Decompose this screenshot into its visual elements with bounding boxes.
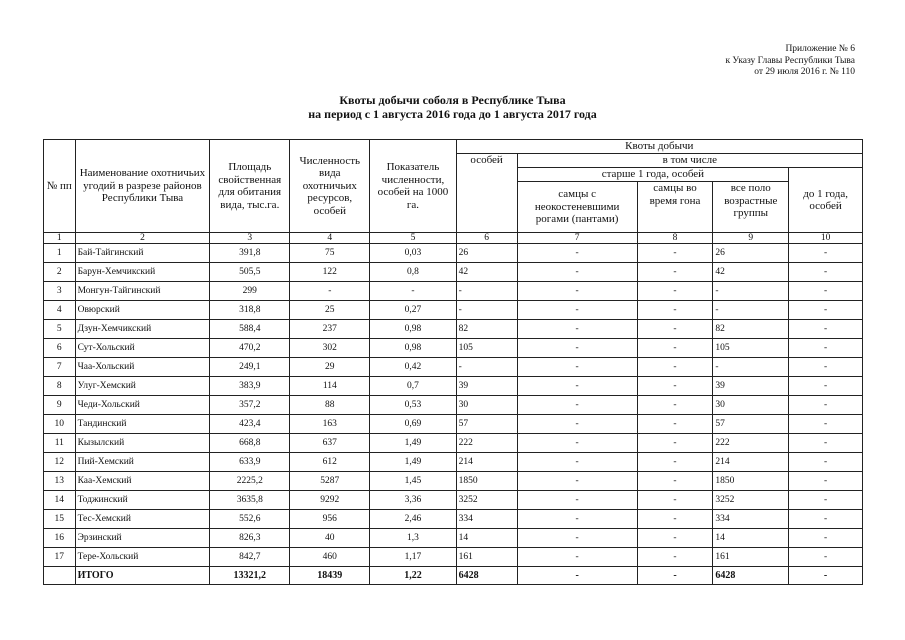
header-older: старше 1 года, особей <box>517 168 789 182</box>
quota-males-rut: - <box>637 491 713 510</box>
area-value: 318,8 <box>210 301 290 320</box>
row-number: 9 <box>44 396 76 415</box>
row-number: 17 <box>44 548 76 567</box>
area-value: 299 <box>210 282 290 301</box>
quota-total: 1850 <box>456 472 517 491</box>
total-area: 13321,2 <box>210 567 290 585</box>
title-line: Квоты добычи соболя в Республике Тыва <box>339 93 566 107</box>
row-number: 6 <box>44 339 76 358</box>
header-young: до 1 года, особей <box>789 168 863 233</box>
row-number: 7 <box>44 358 76 377</box>
table-row <box>44 529 863 548</box>
quota-males-antlers: - <box>517 415 637 434</box>
population-value: 40 <box>290 529 370 548</box>
area-value: 552,6 <box>210 510 290 529</box>
quota-total: 26 <box>456 244 517 263</box>
district-name: Чаа-Хольский <box>75 358 210 377</box>
population-value: 302 <box>290 339 370 358</box>
header-males-rut: самцы во время гона <box>637 182 713 233</box>
district-name: Монгун-Тайгинский <box>75 282 210 301</box>
column-number: 2 <box>75 233 210 244</box>
table-row <box>44 510 863 529</box>
district-name: Овюрский <box>75 301 210 320</box>
column-number: 4 <box>290 233 370 244</box>
area-value: 826,3 <box>210 529 290 548</box>
quota-all-groups: 3252 <box>713 491 789 510</box>
row-number: 8 <box>44 377 76 396</box>
district-name: Барун-Хемчикский <box>75 263 210 282</box>
quota-total: 82 <box>456 320 517 339</box>
density-value: 2,46 <box>370 510 456 529</box>
district-name: Сут-Хольский <box>75 339 210 358</box>
area-value: 423,4 <box>210 415 290 434</box>
district-name: Каа-Хемский <box>75 472 210 491</box>
district-name: Кызылский <box>75 434 210 453</box>
header-area: Площадь свойственная для обитания вида, тыс.га. <box>210 140 290 233</box>
quota-all-groups: - <box>713 301 789 320</box>
total-row <box>44 567 863 585</box>
density-value: 0,27 <box>370 301 456 320</box>
table-row <box>44 301 863 320</box>
population-value: - <box>290 282 370 301</box>
quota-all-groups: 30 <box>713 396 789 415</box>
column-number: 3 <box>210 233 290 244</box>
area-value: 249,1 <box>210 358 290 377</box>
quota-young: - <box>789 263 863 282</box>
header-incl: в том числе <box>517 154 862 168</box>
quota-total: 334 <box>456 510 517 529</box>
quota-males-antlers: - <box>517 358 637 377</box>
quota-males-rut: - <box>637 320 713 339</box>
quota-all-groups: 214 <box>713 453 789 472</box>
density-value: 0,7 <box>370 377 456 396</box>
area-value: 391,8 <box>210 244 290 263</box>
annex-reference <box>725 44 855 79</box>
density-value: 1,45 <box>370 472 456 491</box>
quota-males-antlers: - <box>517 377 637 396</box>
area-value: 588,4 <box>210 320 290 339</box>
population-value: 9292 <box>290 491 370 510</box>
quota-young: - <box>789 491 863 510</box>
row-number: 5 <box>44 320 76 339</box>
table-row <box>44 282 863 301</box>
annex-line: к Указу Главы Республики Тыва <box>725 55 855 66</box>
area-value: 2225,2 <box>210 472 290 491</box>
column-number: 5 <box>370 233 456 244</box>
quota-all-groups: 57 <box>713 415 789 434</box>
annex-line: Приложение № 6 <box>785 44 855 54</box>
header-quotas: Квоты добычи <box>456 140 862 154</box>
quota-total: 39 <box>456 377 517 396</box>
quota-young: - <box>789 510 863 529</box>
table-row <box>44 548 863 567</box>
quota-males-antlers: - <box>517 472 637 491</box>
row-number: 13 <box>44 472 76 491</box>
district-name: Эрзинский <box>75 529 210 548</box>
density-value: 0,69 <box>370 415 456 434</box>
area-value: 3635,8 <box>210 491 290 510</box>
quota-males-rut: - <box>637 510 713 529</box>
total-index: 1,22 <box>370 567 456 585</box>
quota-total: - <box>456 301 517 320</box>
row-number: 2 <box>44 263 76 282</box>
quota-males-rut: - <box>637 244 713 263</box>
quota-all-groups: 161 <box>713 548 789 567</box>
area-value: 383,9 <box>210 377 290 396</box>
table-row <box>44 263 863 282</box>
row-number: 14 <box>44 491 76 510</box>
quota-all-groups: 222 <box>713 434 789 453</box>
area-value: 357,2 <box>210 396 290 415</box>
quota-males-antlers: - <box>517 244 637 263</box>
quota-males-rut: - <box>637 396 713 415</box>
quota-total: 30 <box>456 396 517 415</box>
quota-all-groups: 39 <box>713 377 789 396</box>
quota-all-groups: 1850 <box>713 472 789 491</box>
density-value: 1,17 <box>370 548 456 567</box>
column-number: 1 <box>44 233 76 244</box>
quota-males-antlers: - <box>517 434 637 453</box>
header-total: особей <box>456 154 517 233</box>
quota-males-antlers: - <box>517 548 637 567</box>
quota-males-rut: - <box>637 472 713 491</box>
quota-males-antlers: - <box>517 453 637 472</box>
density-value: 0,8 <box>370 263 456 282</box>
quota-young: - <box>789 548 863 567</box>
density-value: 0,03 <box>370 244 456 263</box>
density-value: 1,3 <box>370 529 456 548</box>
quota-all-groups: 334 <box>713 510 789 529</box>
quota-young: - <box>789 453 863 472</box>
header-all-groups: все поло возрастные группы <box>713 182 789 233</box>
row-number: 15 <box>44 510 76 529</box>
quota-total: 222 <box>456 434 517 453</box>
quota-young: - <box>789 282 863 301</box>
row-number: 11 <box>44 434 76 453</box>
table-row <box>44 472 863 491</box>
population-value: 25 <box>290 301 370 320</box>
quota-males-antlers: - <box>517 301 637 320</box>
district-name: Тандинский <box>75 415 210 434</box>
row-number: 4 <box>44 301 76 320</box>
district-name: Бай-Тайгинский <box>75 244 210 263</box>
quota-total: 57 <box>456 415 517 434</box>
row-number: 10 <box>44 415 76 434</box>
table-row <box>44 491 863 510</box>
district-name: Улуг-Хемский <box>75 377 210 396</box>
population-value: 29 <box>290 358 370 377</box>
area-value: 505,5 <box>210 263 290 282</box>
density-value: 0,98 <box>370 339 456 358</box>
quota-males-antlers: - <box>517 339 637 358</box>
quota-males-rut: - <box>637 453 713 472</box>
row-number: 16 <box>44 529 76 548</box>
table-row <box>44 415 863 434</box>
total-quota: 6428 <box>456 567 517 585</box>
quota-total: 105 <box>456 339 517 358</box>
quota-all-groups: - <box>713 358 789 377</box>
population-value: 88 <box>290 396 370 415</box>
row-number: 12 <box>44 453 76 472</box>
density-value: 3,36 <box>370 491 456 510</box>
quota-young: - <box>789 434 863 453</box>
quota-young: - <box>789 529 863 548</box>
population-value: 637 <box>290 434 370 453</box>
column-number-row <box>44 233 863 244</box>
quota-males-antlers: - <box>517 510 637 529</box>
quota-all-groups: 82 <box>713 320 789 339</box>
population-value: 114 <box>290 377 370 396</box>
column-number: 10 <box>789 233 863 244</box>
quota-young: - <box>789 415 863 434</box>
area-value: 633,9 <box>210 453 290 472</box>
quota-males-rut: - <box>637 548 713 567</box>
quota-table <box>43 139 863 585</box>
quota-males-antlers: - <box>517 396 637 415</box>
district-name: Тоджинский <box>75 491 210 510</box>
population-value: 122 <box>290 263 370 282</box>
quota-all-groups: 26 <box>713 244 789 263</box>
district-name: Тере-Хольский <box>75 548 210 567</box>
population-value: 237 <box>290 320 370 339</box>
table-row <box>44 453 863 472</box>
total-label: ИТОГО <box>75 567 210 585</box>
quota-young: - <box>789 396 863 415</box>
quota-young: - <box>789 358 863 377</box>
row-number: 1 <box>44 244 76 263</box>
total-all-groups: 6428 <box>713 567 789 585</box>
population-value: 612 <box>290 453 370 472</box>
header-count: Численность вида охотничьих ресурсов, особей <box>290 140 370 233</box>
total-count: 18439 <box>290 567 370 585</box>
quota-total: 3252 <box>456 491 517 510</box>
title-line: на период с 1 августа 2016 года до 1 августа 2017 года <box>308 107 597 121</box>
quota-males-rut: - <box>637 358 713 377</box>
quota-males-antlers: - <box>517 282 637 301</box>
density-value: - <box>370 282 456 301</box>
document-title <box>0 93 905 121</box>
column-number: 6 <box>456 233 517 244</box>
quota-young: - <box>789 377 863 396</box>
population-value: 5287 <box>290 472 370 491</box>
table-row <box>44 320 863 339</box>
quota-males-antlers: - <box>517 263 637 282</box>
header-name: Наименование охотничьих угодий в разрезе районов Республики Тыва <box>75 140 210 233</box>
total-young: - <box>789 567 863 585</box>
table-row <box>44 434 863 453</box>
row-number: 3 <box>44 282 76 301</box>
quota-total: 14 <box>456 529 517 548</box>
population-value: 460 <box>290 548 370 567</box>
quota-males-antlers: - <box>517 529 637 548</box>
area-value: 842,7 <box>210 548 290 567</box>
quota-males-antlers: - <box>517 491 637 510</box>
population-value: 75 <box>290 244 370 263</box>
quota-males-antlers: - <box>517 320 637 339</box>
total-males-antlers: - <box>517 567 637 585</box>
district-name: Тес-Хемский <box>75 510 210 529</box>
density-value: 0,42 <box>370 358 456 377</box>
header-index: Показатель численности, особей на 1000 га. <box>370 140 456 233</box>
density-value: 1,49 <box>370 434 456 453</box>
header-males-antlers: самцы с неокостеневшими рогами (пантами) <box>517 182 637 233</box>
quota-all-groups: 42 <box>713 263 789 282</box>
quota-total: 42 <box>456 263 517 282</box>
density-value: 0,53 <box>370 396 456 415</box>
quota-males-rut: - <box>637 263 713 282</box>
population-value: 956 <box>290 510 370 529</box>
quota-total: 214 <box>456 453 517 472</box>
density-value: 1,49 <box>370 453 456 472</box>
quota-young: - <box>789 472 863 491</box>
quota-all-groups: 105 <box>713 339 789 358</box>
quota-males-rut: - <box>637 377 713 396</box>
quota-males-rut: - <box>637 415 713 434</box>
table-row <box>44 358 863 377</box>
column-number: 7 <box>517 233 637 244</box>
district-name: Дзун-Хемчикский <box>75 320 210 339</box>
quota-males-rut: - <box>637 529 713 548</box>
quota-all-groups: - <box>713 282 789 301</box>
table-row <box>44 396 863 415</box>
quota-young: - <box>789 339 863 358</box>
quota-males-rut: - <box>637 301 713 320</box>
quota-total: 161 <box>456 548 517 567</box>
quota-total: - <box>456 282 517 301</box>
table-row <box>44 244 863 263</box>
quota-young: - <box>789 320 863 339</box>
quota-young: - <box>789 244 863 263</box>
district-name: Пий-Хемский <box>75 453 210 472</box>
header-no: № пп <box>44 140 76 233</box>
area-value: 470,2 <box>210 339 290 358</box>
annex-line: от 29 июля 2016 г. № 110 <box>754 67 855 77</box>
density-value: 0,98 <box>370 320 456 339</box>
total-no-cell <box>44 567 76 585</box>
quota-males-rut: - <box>637 339 713 358</box>
quota-young: - <box>789 301 863 320</box>
quota-all-groups: 14 <box>713 529 789 548</box>
area-value: 668,8 <box>210 434 290 453</box>
district-name: Чеди-Хольский <box>75 396 210 415</box>
table-row <box>44 339 863 358</box>
quota-total: - <box>456 358 517 377</box>
column-number: 8 <box>637 233 713 244</box>
total-males-rut: - <box>637 567 713 585</box>
quota-males-rut: - <box>637 434 713 453</box>
column-number: 9 <box>713 233 789 244</box>
table-row <box>44 377 863 396</box>
quota-males-rut: - <box>637 282 713 301</box>
population-value: 163 <box>290 415 370 434</box>
